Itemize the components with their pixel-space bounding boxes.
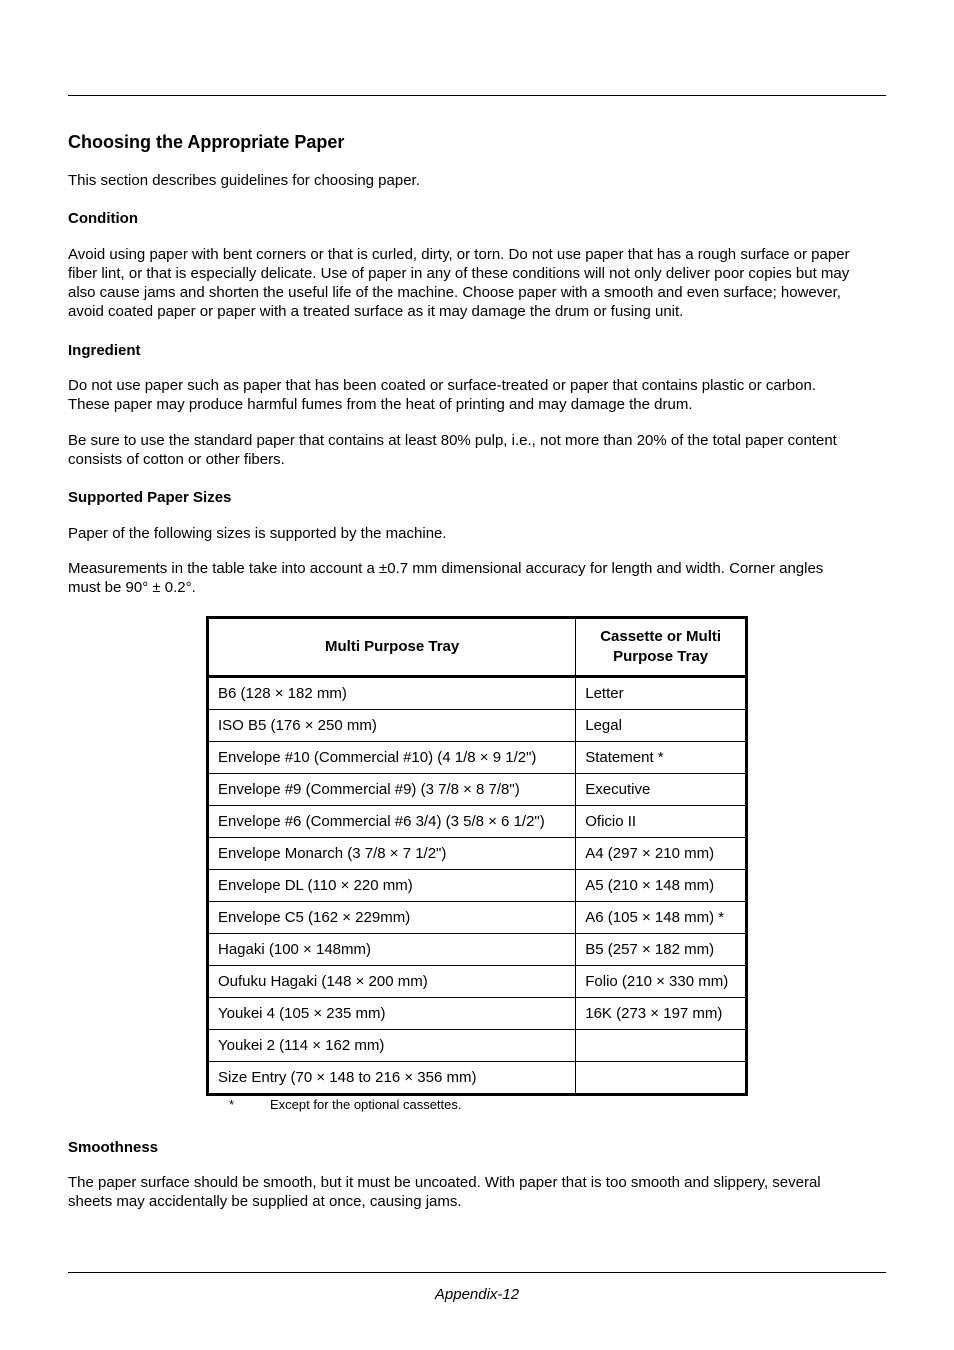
table-row: [208, 870, 747, 902]
table-row: [208, 838, 747, 870]
sizes-heading: Supported Paper Sizes: [68, 489, 232, 506]
ingredient-heading: Ingredient: [68, 342, 141, 359]
ingredient-line: Be sure to use the standard paper that contains at least 80% pulp, i.e., not more than 20% of the total paper content: [68, 432, 837, 449]
condition-line: Avoid using paper with bent corners or that is curled, dirty, or torn. Do not use paper that has a rough surface or paper: [68, 246, 850, 263]
cell-multi-purpose-tray: Envelope #9 (Commercial #9) (3 7/8 × 8 7/8"): [208, 774, 576, 806]
footer-rule: [68, 1272, 886, 1273]
smoothness-line: sheets may accidentally be supplied at once, causing jams.: [68, 1193, 462, 1210]
cell-multi-purpose-tray: Envelope #6 (Commercial #6 3/4) (3 5/8 × 6 1/2"): [208, 806, 576, 838]
smoothness-line: The paper surface should be smooth, but it must be uncoated. With paper that is too smooth and slippery, several: [68, 1174, 821, 1191]
table-row: [208, 677, 747, 710]
cell-cassette-or-mpt: 16K (273 × 197 mm): [576, 998, 747, 1030]
paper-sizes-table: [206, 616, 748, 1096]
ingredient-line: Do not use paper such as paper that has been coated or surface-treated or paper that contains plastic or carbon.: [68, 377, 816, 394]
page-number: Appendix-12: [434, 1286, 520, 1303]
condition-line: avoid coated paper or paper with a treated surface as it may damage the drum or fusing unit.: [68, 303, 684, 320]
ingredient-text-2: [68, 431, 886, 469]
header-cassette-or-mpt: Cassette or Multi Purpose Tray: [576, 618, 747, 677]
table-row: [208, 902, 747, 934]
cell-multi-purpose-tray: Envelope C5 (162 × 229mm): [208, 902, 576, 934]
cell-multi-purpose-tray: Envelope DL (110 × 220 mm): [208, 870, 576, 902]
cell-cassette-or-mpt: A5 (210 × 148 mm): [576, 870, 747, 902]
cell-multi-purpose-tray: Youkei 2 (114 × 162 mm): [208, 1030, 576, 1062]
cell-cassette-or-mpt: Legal: [576, 710, 747, 742]
cell-cassette-or-mpt: B5 (257 × 182 mm): [576, 934, 747, 966]
condition-heading: Condition: [68, 210, 138, 227]
cell-multi-purpose-tray: Youkei 4 (105 × 235 mm): [208, 998, 576, 1030]
table-header-row: [208, 618, 747, 677]
sizes-text-2: [68, 559, 886, 597]
cell-multi-purpose-tray: Hagaki (100 × 148mm): [208, 934, 576, 966]
table-row: [208, 934, 747, 966]
cell-multi-purpose-tray: Envelope Monarch (3 7/8 × 7 1/2"): [208, 838, 576, 870]
table-row: [208, 998, 747, 1030]
cell-cassette-or-mpt: Oficio II: [576, 806, 747, 838]
condition-line: fiber lint, or that is especially delicate. Use of paper in any of these conditions will not only deliver poor copies but may: [68, 265, 850, 282]
sizes-line: Measurements in the table take into account a ±0.7 mm dimensional accuracy for length and width. Corner angles: [68, 560, 824, 577]
condition-text: [68, 245, 886, 321]
footnote-mark: *: [229, 1097, 235, 1112]
table-row: [208, 806, 747, 838]
smoothness-text: [68, 1173, 886, 1211]
footnote-text: Except for the optional cassettes.: [270, 1097, 462, 1112]
cell-multi-purpose-tray: Oufuku Hagaki (148 × 200 mm): [208, 966, 576, 998]
cell-cassette-or-mpt: [576, 1030, 747, 1062]
page-title: Choosing the Appropriate Paper: [68, 132, 345, 152]
cell-cassette-or-mpt: [576, 1062, 747, 1095]
cell-cassette-or-mpt: A6 (105 × 148 mm) *: [576, 902, 747, 934]
table-body: [208, 677, 747, 1095]
cell-cassette-or-mpt: Statement *: [576, 742, 747, 774]
table-row: [208, 966, 747, 998]
table-row: [208, 1030, 747, 1062]
cell-multi-purpose-tray: B6 (128 × 182 mm): [208, 677, 576, 710]
condition-line: also cause jams and shorten the useful life of the machine. Choose paper with a smooth and even surface; however,: [68, 284, 841, 301]
table-row: [208, 774, 747, 806]
ingredient-text-1: [68, 376, 886, 414]
table-row: [208, 1062, 747, 1095]
smoothness-heading: Smoothness: [68, 1139, 159, 1156]
intro-text: This section describes guidelines for choosing paper.: [68, 172, 420, 189]
header-rule: [68, 95, 886, 96]
table-row: [208, 710, 747, 742]
sizes-line: must be 90° ± 0.2°.: [68, 579, 196, 596]
cell-multi-purpose-tray: Envelope #10 (Commercial #10) (4 1/8 × 9 1/2"): [208, 742, 576, 774]
table-row: [208, 742, 747, 774]
sizes-text-1: Paper of the following sizes is supported by the machine.: [68, 525, 447, 542]
cell-cassette-or-mpt: Folio (210 × 330 mm): [576, 966, 747, 998]
cell-multi-purpose-tray: ISO B5 (176 × 250 mm): [208, 710, 576, 742]
cell-cassette-or-mpt: Letter: [576, 677, 747, 710]
cell-cassette-or-mpt: A4 (297 × 210 mm): [576, 838, 747, 870]
ingredient-line: These paper may produce harmful fumes from the heat of printing and may damage the drum.: [68, 396, 693, 413]
ingredient-line: consists of cotton or other fibers.: [68, 451, 285, 468]
cell-multi-purpose-tray: Size Entry (70 × 148 to 216 × 356 mm): [208, 1062, 576, 1095]
cell-cassette-or-mpt: Executive: [576, 774, 747, 806]
header-multi-purpose-tray: Multi Purpose Tray: [208, 618, 576, 677]
